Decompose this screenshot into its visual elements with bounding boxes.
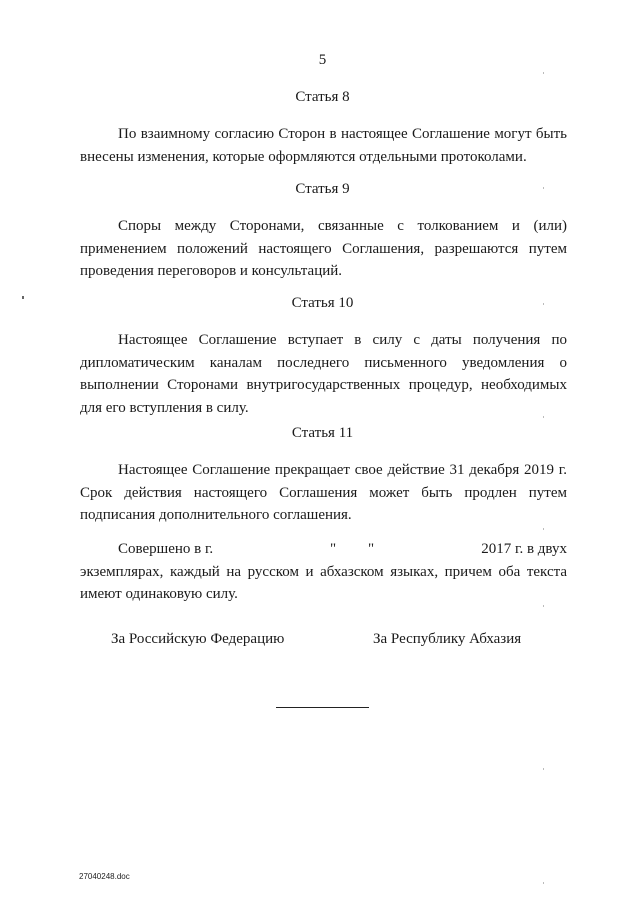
scan-speck <box>543 605 544 607</box>
scan-speck <box>543 768 544 770</box>
signatory-russian-federation: За Российскую Федерацию <box>111 631 285 647</box>
article-9-line: применением положений настоящего Соглашения, разрешаются путем <box>80 240 567 257</box>
end-of-document-rule <box>276 707 369 708</box>
signing-quote-open: " <box>330 541 337 557</box>
article-10-heading: Статья 10 <box>291 295 354 311</box>
article-8-line: внесены изменения, которые оформляются отдельными протоколами. <box>80 148 527 165</box>
article-11-line: Настоящее Соглашение прекращает свое действие 31 декабря 2019 г. <box>118 462 567 478</box>
article-8-heading: Статья 8 <box>295 89 350 105</box>
signing-year: 2017 г. в двух <box>481 541 567 557</box>
article-8-line: По взаимному согласию Сторон в настоящее Соглашение могут быть <box>118 126 567 142</box>
signing-line: экземплярах, каждый на русском и абхазском языках, причем оба текста <box>80 563 567 580</box>
scan-speck <box>543 187 544 189</box>
article-10-line: Настоящее Соглашение вступает в силу с даты получения по <box>118 332 567 348</box>
signing-place-prefix: Совершено в г. <box>118 541 214 557</box>
article-10-line: дипломатическим каналам последнего письменного уведомления о <box>80 354 567 371</box>
article-9-heading: Статья 9 <box>295 181 350 197</box>
signing-first-line <box>80 538 567 561</box>
scan-speck <box>543 72 544 74</box>
article-9-text <box>80 215 567 283</box>
scan-speck <box>543 528 544 530</box>
article-11-line: Срок действия настоящего Соглашения может быть продлен путем <box>80 484 567 501</box>
article-10-line: выполнении Сторонами внутригосударственных процедур, необходимых <box>80 377 567 393</box>
article-9-line: Споры между Сторонами, связанные с толкованием и (или) <box>118 218 567 234</box>
signing-line: имеют одинаковую силу. <box>80 586 238 602</box>
article-9-line: проведения переговоров и консультаций. <box>80 263 343 279</box>
article-10-text <box>80 329 567 419</box>
scan-speck <box>543 303 544 305</box>
article-11-text <box>80 459 567 527</box>
article-10-line: для его вступления в силу. <box>80 399 249 416</box>
scan-speck <box>543 882 544 884</box>
scan-speck <box>543 416 544 418</box>
signing-quote-close: " <box>368 541 375 557</box>
article-11-line: подписания дополнительного соглашения. <box>80 507 352 523</box>
page-number: 5 <box>318 52 327 68</box>
signing-clause <box>80 538 567 606</box>
signatory-republic-abkhazia: За Республику Абхазия <box>373 631 522 647</box>
scan-speck <box>22 296 24 299</box>
article-11-heading: Статья 11 <box>291 425 354 441</box>
article-8-text <box>80 123 567 168</box>
footer-filename: 27040248.doc <box>79 872 130 881</box>
